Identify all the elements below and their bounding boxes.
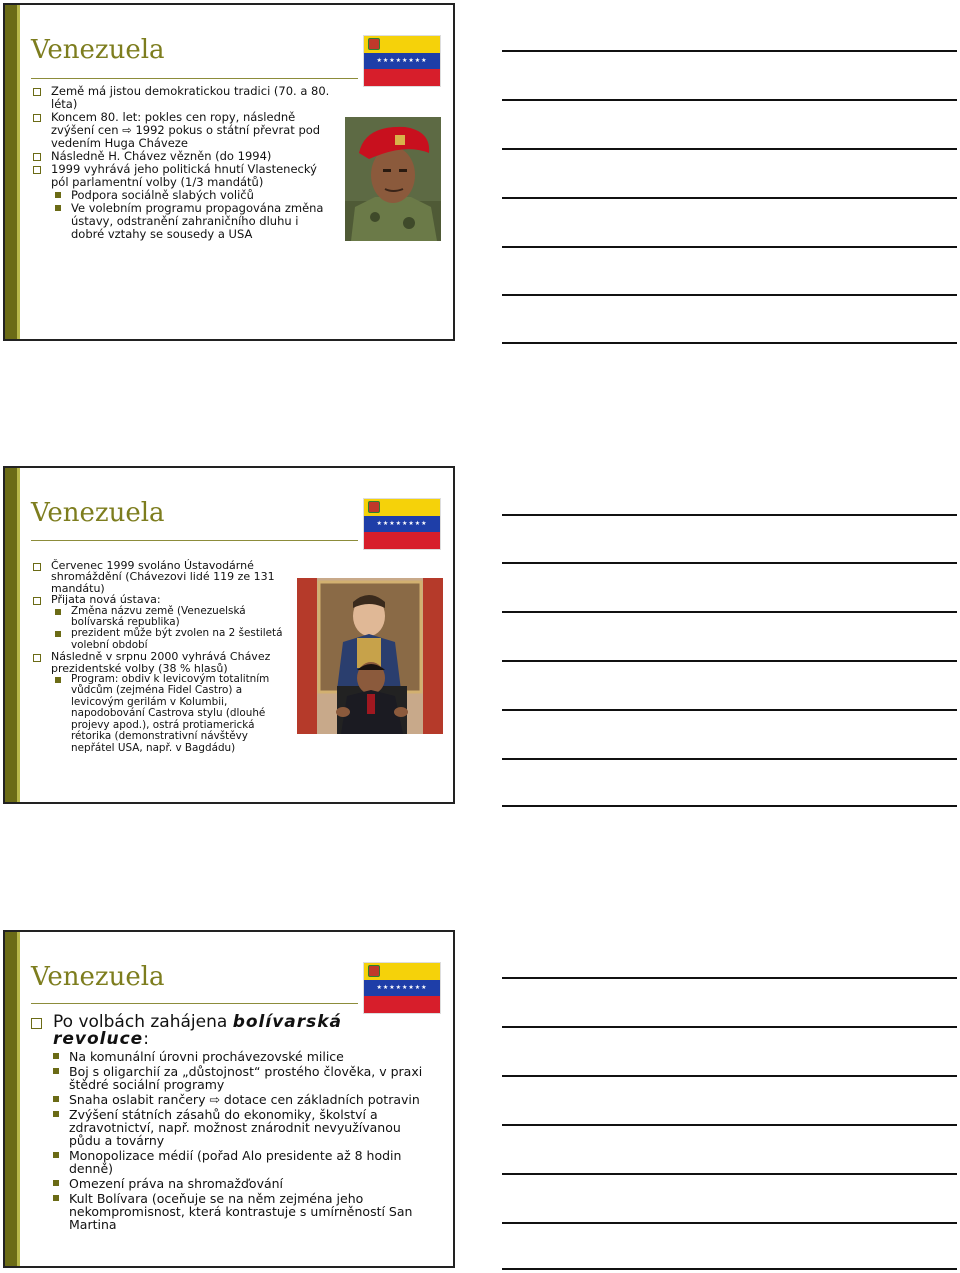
slide-3 [3, 930, 455, 1268]
sub-bullet: Ve volebním programu propagována změna ústavy, odstranění zahraničního dluhu i dobré vztahy se sousedy a USA [33, 202, 333, 241]
sub-bullet: Podpora sociálně slabých voličů [33, 189, 333, 202]
bullet: Následně v srpnu 2000 vyhrává Chávez prezidentské volby (38 % hlasů) [33, 651, 291, 674]
slide-side-band [5, 932, 20, 1266]
sub-bullet: Monopolizace médií (pořad Alo presidente až 8 hodin denně) [31, 1149, 426, 1175]
venezuela-flag-image: ★★★★★★★★ [363, 498, 441, 550]
sub-bullet: Snaha oslabit rančery ⇨ dotace cen základních potravin [31, 1093, 426, 1106]
bullet: 1999 vyhrává jeho politická hnutí Vlastenecký pól parlamentní volby (1/3 mandátů) [33, 163, 333, 189]
sub-bullet: Zvýšení státních zásahů do ekonomiky, školství a zdravotnictví, např. možnost znárodnit nevyužívanou půdu a továrny [31, 1108, 426, 1147]
bullet: Země má jistou demokratickou tradici (70. a 80. léta) [33, 85, 333, 111]
slide-body [33, 560, 291, 754]
sub-bullet: Na komunální úrovni prochávezovské milice [31, 1050, 426, 1063]
venezuela-flag-image: ★★★★★★★★ [363, 35, 441, 87]
bullet: Následně H. Chávez vězněn (do 1994) [33, 150, 333, 163]
title-rule [31, 1003, 358, 1004]
heading-text: Po volbách zahájena [53, 1012, 233, 1032]
heading-colon: : [143, 1029, 149, 1049]
sub-bullet: Kult Bolívara (oceňuje se na něm zejména jeho nekompromisnost, která kontrastuje s umírněností San Martina [31, 1192, 426, 1231]
slide-side-band [5, 468, 20, 802]
slide-2 [3, 466, 455, 804]
slide-1 [3, 3, 455, 341]
bullet-heading [31, 1014, 426, 1048]
bullet: Koncem 80. let: pokles cen ropy, následně zvýšení cen ⇨ 1992 pokus o státní převrat pod vedením Huga Cháveze [33, 111, 333, 150]
slide-title: Venezuela [31, 962, 165, 992]
sub-bullet: Změna názvu země (Venezuelská bolívarská republika) [33, 606, 291, 629]
sub-bullet: Program: obdiv k levicovým totalitním vůdcům (zejména Fidel Castro) a levicovým gerilám v Kolumbii, napodobování Castrova stylu (dlouhé projevy apod.), ostrá protiamerická rétorika (demonstrativní návštěvy nepřátel USA, např. v Bagdádu) [33, 674, 291, 754]
sub-bullet: prezident může být zvolen na 2 šestiletá volební období [33, 628, 291, 651]
slide-side-band [5, 5, 20, 339]
bullet: Červenec 1999 svoláno Ústavodárné shromáždění (Chávezovi lidé 119 ze 131 mandátu) [33, 560, 291, 594]
chavez-portrait-photo [345, 117, 441, 241]
bolivar-chavez-photo [297, 578, 443, 734]
slide-title: Venezuela [31, 35, 165, 65]
venezuela-flag-image: ★★★★★★★★ [363, 962, 441, 1014]
sub-bullet: Boj s oligarchií za „důstojnost“ prostého člověka, v praxi štědré sociální programy [31, 1065, 426, 1091]
title-rule [31, 540, 358, 541]
bullet: Přijata nová ústava: [33, 594, 291, 605]
sub-bullet: Omezení práva na shromažďování [31, 1177, 426, 1190]
title-rule [31, 78, 358, 79]
slide-body [31, 1014, 426, 1231]
heading-emphasis: bolívarská revoluce [53, 1012, 343, 1049]
slide-title: Venezuela [31, 498, 165, 528]
slide-body [33, 85, 333, 241]
